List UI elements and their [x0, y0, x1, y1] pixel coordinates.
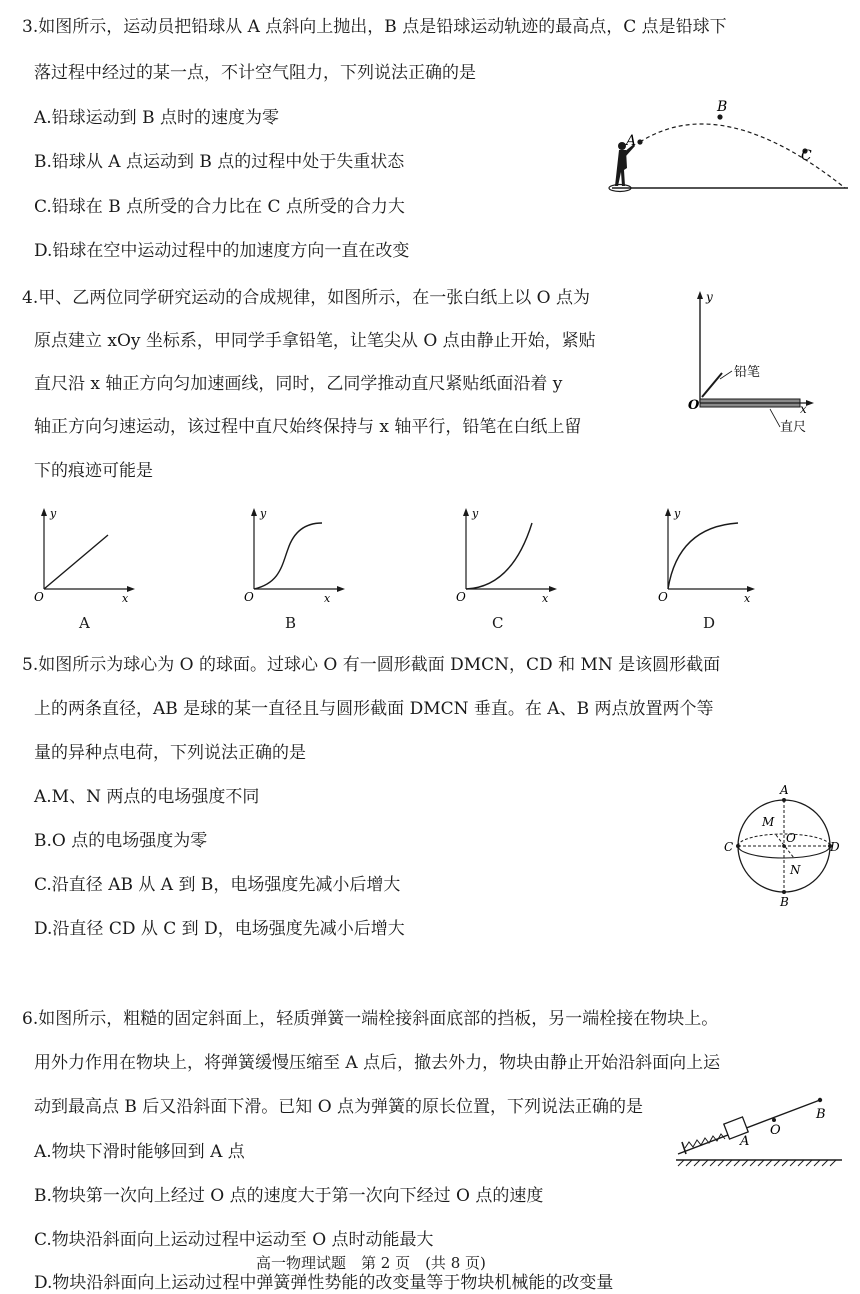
- q3-stem-line1: 3.如图所示，运动员把铅球从 A 点斜向上抛出，B 点是铅球运动轨迹的最高点，C 点是铅球下: [22, 17, 727, 37]
- q3-stem-line2: 落过程中经过的某一点，不计空气阻力，下列说法正确的是: [34, 63, 476, 83]
- q4-ruler-figure: [680, 285, 840, 435]
- q6-stem-line2: 用外力作用在物块上，将弹簧缓慢压缩至 A 点后，撤去外力，物块由静止开始沿斜面向上运: [34, 1053, 721, 1073]
- q3-option-c: C.铅球在 B 点所受的合力比在 C 点所受的合力大: [34, 197, 405, 217]
- q5-option-d: D.沿直径 CD 从 C 到 D，电场强度先减小后增大: [34, 919, 405, 939]
- pencil-icon: [702, 373, 722, 397]
- svg-text:x: x: [324, 592, 331, 603]
- pencil-label: 铅笔: [734, 365, 761, 380]
- svg-text:O: O: [786, 831, 796, 845]
- q5-option-a: A.M、N 两点的电场强度不同: [34, 787, 260, 807]
- y-label: y: [706, 290, 713, 304]
- graph-c-letter: C: [492, 614, 504, 632]
- svg-text:O: O: [770, 1123, 781, 1138]
- q5-stem-line1: 5.如图所示为球心为 O 的球面。过球心 O 有一圆形截面 DMCN，CD 和 MN 是该圆形截面: [22, 655, 721, 675]
- q3-option-b: B.铅球从 A 点运动到 B 点的过程中处于失重状态: [34, 152, 405, 172]
- point-b: [717, 114, 722, 119]
- svg-text:y: y: [260, 507, 267, 520]
- q4-stem-line3: 直尺沿 x 轴正方向匀加速画线，同时，乙同学推动直尺紧贴纸面沿着 y: [34, 374, 563, 394]
- svg-text:B: B: [816, 1107, 826, 1122]
- svg-text:M: M: [762, 815, 775, 829]
- svg-text:O: O: [244, 590, 254, 603]
- svg-text:x: x: [744, 592, 751, 603]
- q6-option-c: C.物块沿斜面向上运动过程中运动至 O 点时动能最大: [34, 1230, 434, 1250]
- svg-text:O: O: [34, 590, 44, 603]
- svg-text:A: A: [780, 783, 789, 797]
- trajectory-curve: [640, 124, 845, 188]
- q3-option-a: A.铅球运动到 B 点时的速度为零: [34, 108, 279, 128]
- graph-a: [30, 503, 150, 603]
- svg-text:C: C: [724, 840, 734, 854]
- label-a: A: [626, 133, 637, 149]
- svg-text:O: O: [658, 590, 668, 603]
- svg-text:O: O: [456, 590, 466, 603]
- svg-text:B: B: [780, 895, 789, 909]
- svg-text:A: A: [740, 1134, 750, 1149]
- q3-option-d: D.铅球在空中运动过程中的加速度方向一直在改变: [34, 241, 410, 261]
- svg-text:x: x: [122, 592, 129, 603]
- ground-hatch: [678, 1160, 836, 1166]
- q5-stem-line3: 量的异种点电荷，下列说法正确的是: [34, 743, 306, 763]
- label-c: C: [801, 148, 812, 164]
- svg-text:y: y: [472, 507, 479, 520]
- graph-c: [452, 503, 572, 603]
- q5-option-b: B.O 点的电场强度为零: [34, 831, 208, 851]
- svg-text:y: y: [674, 507, 681, 520]
- spring-icon: [685, 1134, 725, 1148]
- q6-stem-line1: 6.如图所示，粗糙的固定斜面上，轻质弹簧一端栓接斜面底部的挡板，另一端栓接在物块上。: [22, 1009, 719, 1029]
- q4-stem-line1: 4.甲、乙两位同学研究运动的合成规律，如图所示，在一张白纸上以 O 点为: [22, 288, 590, 308]
- y-arrow: [697, 291, 703, 299]
- q4-stem-line4: 轴正方向匀速运动，该过程中直尺始终保持与 x 轴平行，铅笔在白纸上留: [34, 417, 582, 437]
- q6-incline-figure: [670, 1090, 850, 1170]
- graph-b-letter: B: [285, 614, 297, 632]
- curve-b: [254, 523, 322, 589]
- x-arrow: [806, 400, 814, 406]
- graph-d-letter: D: [703, 614, 716, 632]
- q3-shotput-figure: [600, 100, 850, 200]
- q6-option-b: B.物块第一次向上经过 O 点的速度大于第一次向下经过 O 点的速度: [34, 1186, 544, 1206]
- o-label: O: [688, 398, 700, 413]
- point-a: [637, 139, 642, 144]
- label-b: B: [717, 100, 728, 115]
- q6-option-a: A.物块下滑时能够回到 A 点: [34, 1142, 245, 1162]
- graph-d: [654, 503, 764, 603]
- q5-option-c: C.沿直径 AB 从 A 到 B，电场强度先减小后增大: [34, 875, 401, 895]
- svg-text:N: N: [790, 863, 801, 877]
- curve-d: [668, 523, 738, 589]
- ruler-leader: [770, 409, 780, 427]
- pencil-leader: [720, 371, 732, 379]
- page-footer: 高一物理试题 第 2 页 (共 8 页): [256, 1254, 486, 1272]
- q5-stem-line2: 上的两条直径，AB 是球的某一直径且与圆形截面 DMCN 垂直。在 A、B 两点放置两个等: [34, 699, 714, 719]
- q5-sphere-figure: [722, 780, 842, 910]
- q4-stem-line2: 原点建立 xOy 坐标系，甲同学手拿铅笔，让笔尖从 O 点由静止开始，紧贴: [34, 331, 596, 351]
- curve-a: [44, 535, 108, 589]
- curve-c: [466, 523, 532, 589]
- svg-text:y: y: [50, 507, 57, 520]
- q6-option-d: D.物块沿斜面向上运动过程中弹簧弹性势能的改变量等于物块机械能的改变量: [34, 1273, 614, 1293]
- x-label: x: [800, 402, 807, 416]
- svg-text:x: x: [542, 592, 549, 603]
- graph-b: [240, 503, 360, 603]
- q6-stem-line3: 动到最高点 B 后又沿斜面下滑。已知 O 点为弹簧的原长位置，下列说法正确的是: [34, 1097, 644, 1117]
- graph-a-letter: A: [79, 614, 90, 632]
- svg-text:D: D: [830, 840, 840, 854]
- q4-stem-line5: 下的痕迹可能是: [34, 461, 153, 481]
- ruler-label: 直尺: [780, 420, 807, 435]
